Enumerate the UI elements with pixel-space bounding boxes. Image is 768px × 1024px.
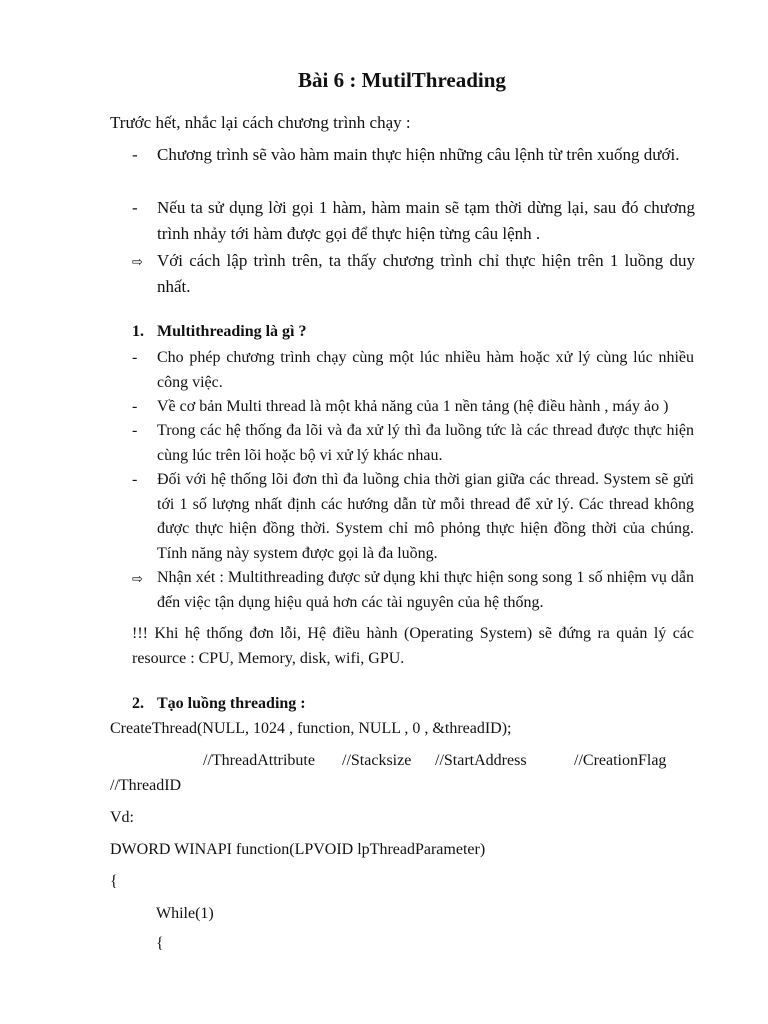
list-item-text: Nếu ta sử dụng lời gọi 1 hàm, hàm main sẽ tạm thời dừng lại, sau đó chương trình nhảy tới hàm được gọi để thực hiện từng câu lệnh . xyxy=(157,198,695,243)
section-heading-text: Multithreading là gì ? xyxy=(157,323,307,340)
param-comment: //ThreadID xyxy=(110,777,182,794)
list-item-text: Về cơ bản Multi thread là một khả năng của 1 nền tảng (hệ điều hành , máy ảo ) xyxy=(157,398,669,415)
list-item-text: Với cách lập trình trên, ta thấy chương trình chỉ thực hiện trên 1 luồng duy nhất. xyxy=(157,251,695,296)
param-comment: //Stacksize xyxy=(342,752,412,769)
section-heading xyxy=(132,695,306,713)
dash-bullet: - xyxy=(132,471,138,488)
code-line: { xyxy=(156,935,164,952)
list-item-text: Nhận xét : Multithreading được sử dụng khi thực hiện song song 1 số nhiệm vụ dẫn đến việc tận dụng hiệu quả hơn các tài nguyên của hệ thống. xyxy=(157,569,694,611)
list-item-text: Cho phép chương trình chạy cùng một lúc nhiều hàm hoặc xử lý cùng lúc nhiều công việc. xyxy=(157,349,694,391)
code-line: { xyxy=(110,873,118,890)
code-line: While(1) xyxy=(156,905,214,922)
note-paragraph: !!! Khi hệ thống đơn lỗi, Hệ điều hành (Operating System) sẽ đứng ra quản lý các resource : CPU, Memory, disk, wifi, GPU. xyxy=(132,625,694,667)
dash-bullet: - xyxy=(132,422,138,439)
dash-bullet: - xyxy=(132,398,138,415)
section-heading-text: Tạo luồng threading : xyxy=(157,695,306,712)
create-thread-call: CreateThread(NULL, 1024 , function, NULL , 0 , &threadID); xyxy=(110,720,512,737)
list-item-text: Đối với hệ thống lõi đơn thì đa luồng chia thời gian giữa các thread. System sẽ gửi tới 1 số lượng nhất định các hướng dẫn từ mỗi thread để xử lý. Các thread không được thực hiện đồng thời. System chỉ mô phỏng thực hiện đồng thời của chúng. Tính năng này system được gọi là đa luồng. xyxy=(157,471,694,562)
param-comment: //StartAddress xyxy=(435,752,527,769)
arrow-bullet-icon: ⇨ xyxy=(132,255,143,270)
section-heading xyxy=(132,323,307,341)
list-item-text: Trong các hệ thống đa lõi và đa xử lý thì đa luồng tức là các thread được thực hiện cùng lúc trên lõi hoặc bộ vi xử lý khác nhau. xyxy=(157,422,694,464)
dash-bullet: - xyxy=(132,198,138,217)
dash-bullet: - xyxy=(132,349,138,366)
page-title: Bài 6 : MutilThreading xyxy=(298,68,506,92)
section-number: 1. xyxy=(132,323,144,340)
param-comment: //ThreadAttribute xyxy=(203,752,315,769)
arrow-bullet-icon: ⇨ xyxy=(132,572,143,587)
code-line: DWORD WINAPI function(LPVOID lpThreadParameter) xyxy=(110,841,486,858)
param-comment: //CreationFlag xyxy=(574,752,667,769)
intro-paragraph: Trước hết, nhắc lại cách chương trình chạy : xyxy=(110,113,411,132)
list-item-text: Chương trình sẽ vào hàm main thực hiện những câu lệnh từ trên xuống dưới. xyxy=(157,145,680,164)
dash-bullet: - xyxy=(132,145,138,164)
example-label: Vd: xyxy=(110,809,134,826)
section-number: 2. xyxy=(132,695,144,712)
